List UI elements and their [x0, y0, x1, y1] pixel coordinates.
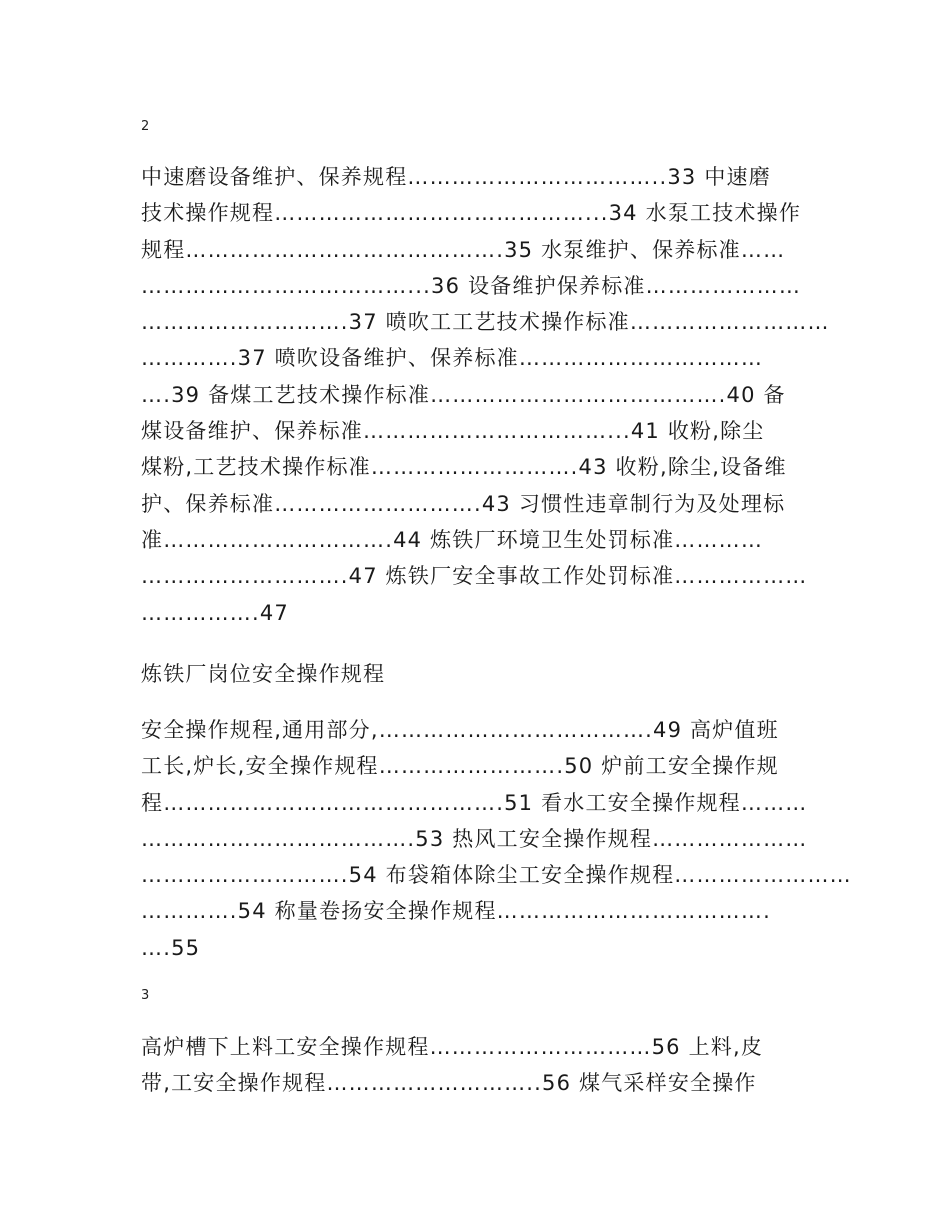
- section-heading: 炼铁厂岗位安全操作规程: [141, 662, 386, 686]
- toc-line: 中速磨设备维护、保养规程……………………………..33 中速磨: [141, 165, 771, 189]
- toc-line: 工长,炉长,安全操作规程…………………….50 炉前工安全操作规: [141, 754, 779, 779]
- toc-line: ……………………….54 布袋箱体除尘工安全操作规程……………………: [141, 863, 852, 888]
- toc-line: 带,工安全操作规程………………………..56 煤气采样安全操作: [141, 1071, 757, 1096]
- toc-line: 护、保养标准……………………….43 习惯性违章制行为及处理标: [141, 491, 786, 516]
- toc-line: 煤设备维护、保养标准……………………………...41 收粉,除尘: [141, 419, 765, 444]
- toc-line: ….39 备煤工艺技术操作标准………………………………….40 备: [141, 382, 786, 407]
- toc-line: 技术操作规程……………………………………...34 水泵工技术操作: [141, 201, 802, 226]
- toc-line: ……………………………….53 热风工安全操作规程…………………: [141, 826, 808, 851]
- toc-line: ………….37 喷吹设备维护、保养标准……………………………: [141, 346, 764, 371]
- toc-block-3: [141, 1029, 821, 1102]
- toc-block-2: [141, 712, 852, 966]
- toc-line: 安全操作规程,通用部分,……………………………….49 高炉值班: [141, 718, 779, 742]
- toc-line: 高炉槽下上料工安全操作规程…………………………56 上料,皮: [141, 1035, 764, 1059]
- page-number: 3: [141, 988, 150, 1003]
- toc-line: ….55: [141, 935, 201, 960]
- toc-line: ………………………………...36 设备维护保养标准…………………: [141, 273, 802, 298]
- toc-line: ……………………….37 喷吹工工艺技术操作标准………………………: [141, 310, 830, 335]
- toc-line: 煤粉,工艺技术操作标准……………………….43 收粉,除尘,设备维: [141, 455, 787, 480]
- toc-line: 规程…………………………………….35 水泵维护、保养标准……: [141, 237, 786, 262]
- toc-line: 程……………………………………….51 看水工安全操作规程………: [141, 790, 808, 815]
- toc-block-1: [141, 159, 830, 631]
- toc-line: 准………………………….44 炼铁厂环境卫生处罚标准…………: [141, 527, 764, 552]
- toc-line: ……………………….47 炼铁厂安全事故工作处罚标准………………: [141, 564, 808, 589]
- toc-line: …………….47: [141, 600, 289, 625]
- page-number: 2: [141, 119, 150, 134]
- toc-line: ………….54 称量卷扬安全操作规程……………………………….: [141, 899, 771, 924]
